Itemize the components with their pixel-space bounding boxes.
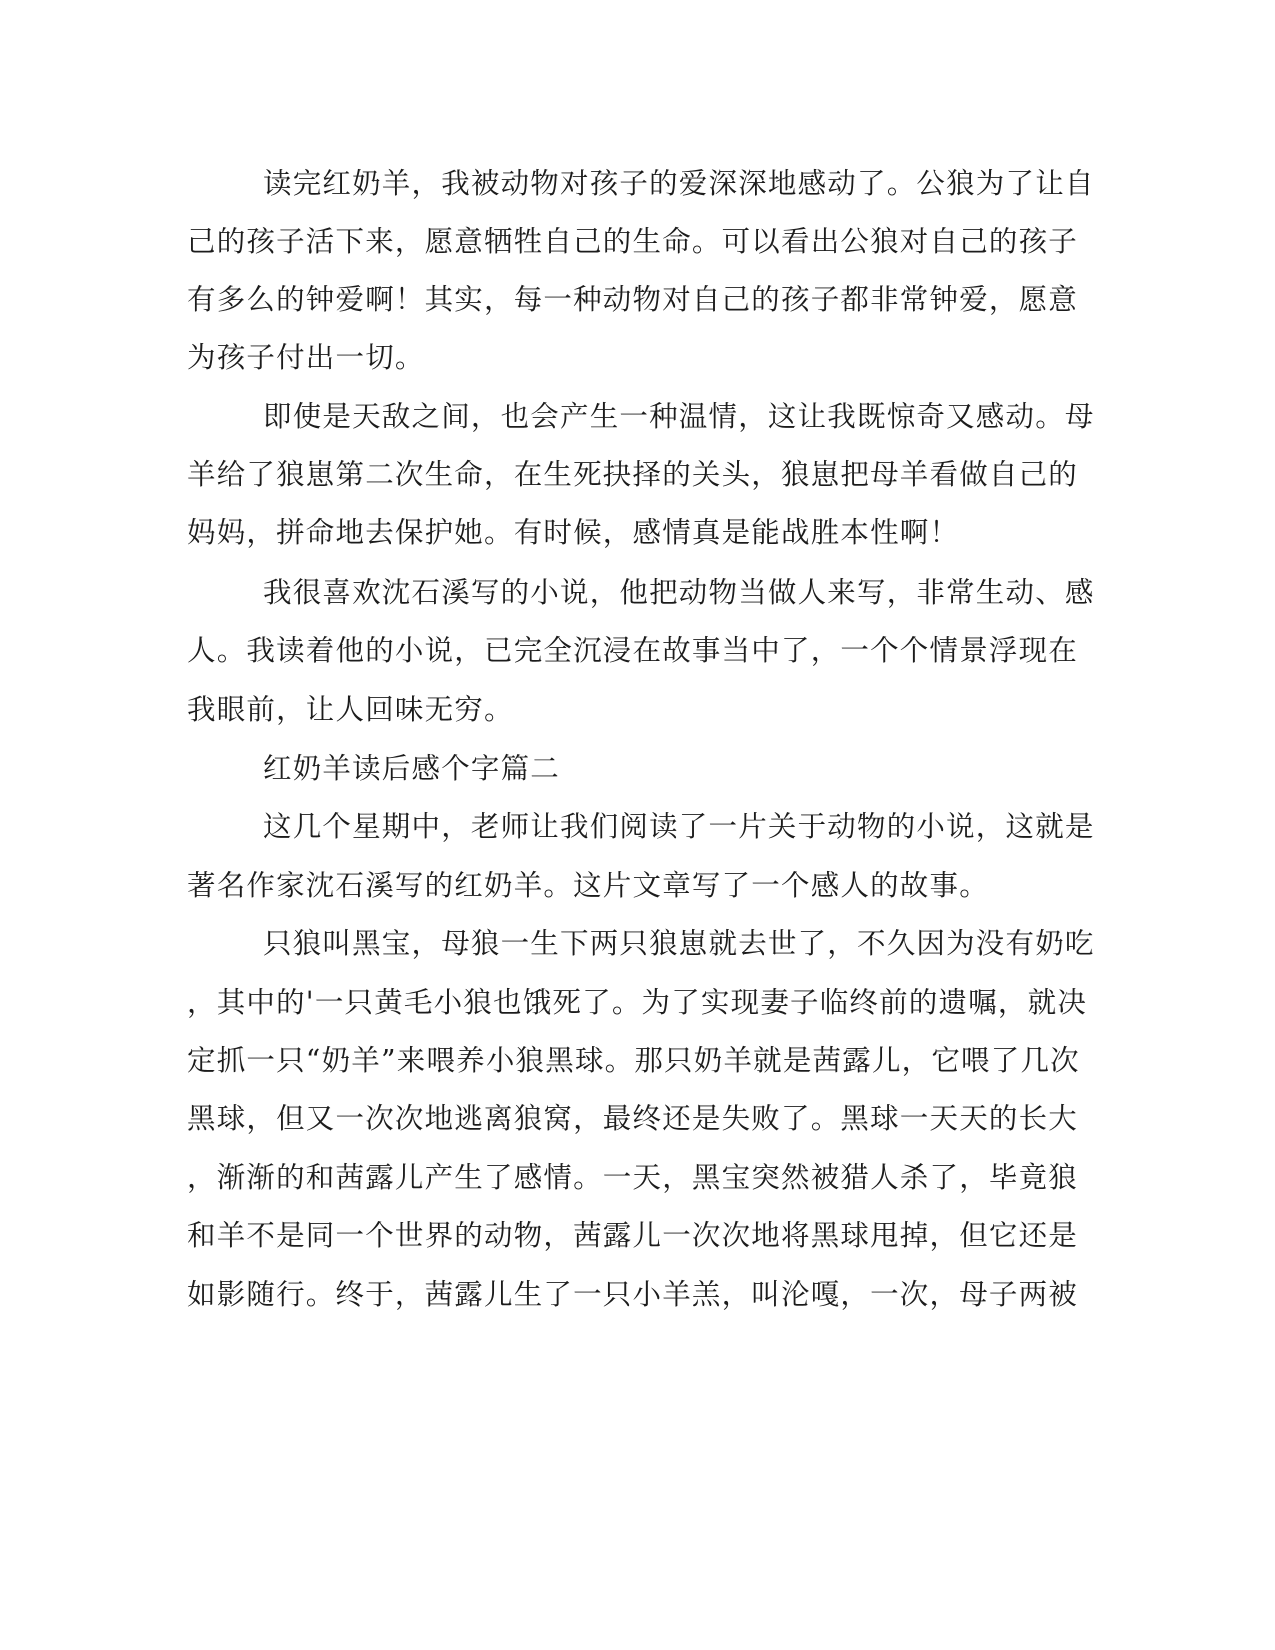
text-line: 己的孩子活下来，愿意牺牲自己的生命。可以看出公狼对自己的孩子: [187, 225, 1079, 258]
text-line: 这几个星期中，老师让我们阅读了一片关于动物的小说，这就是: [263, 810, 1095, 843]
text-line: 读完红奶羊，我被动物对孩子的爱深深地感动了。公狼为了让自: [263, 167, 1095, 200]
text-line: 如影随行。终于，茜露儿生了一只小羊羔，叫沦嘎，一次，母子两被: [187, 1278, 1079, 1311]
text-line: 著名作家沈石溪写的红奶羊。这片文章写了一个感人的故事。: [187, 869, 989, 902]
text-line: 我眼前，让人回味无穷。: [187, 693, 514, 726]
text-line: 定抓一只“奶羊”来喂养小狼黑球。那只奶羊就是茜露儿，它喂了几次: [187, 1044, 1080, 1077]
text-line: 黑球，但又一次次地逃离狼窝，最终还是失败了。黑球一天天的长大: [187, 1102, 1079, 1135]
text-line: 有多么的钟爱啊！其实，每一种动物对自己的孩子都非常钟爱，愿意: [187, 283, 1079, 316]
text-line: 即使是天敌之间，也会产生一种温情，这让我既惊奇又感动。母: [263, 400, 1095, 433]
text-line: 和羊不是同一个世界的动物，茜露儿一次次地将黑球甩掉，但它还是: [187, 1219, 1079, 1252]
text-line: 人。我读着他的小说，已完全沉浸在故事当中了，一个个情景浮现在: [187, 634, 1079, 667]
text-line: 只狼叫黑宝，母狼一生下两只狼崽就去世了，不久因为没有奶吃: [263, 927, 1095, 960]
text-line: ，其中的'一只黄毛小狼也饿死了。为了实现妻子临终前的遗嘱，就决: [187, 986, 1088, 1019]
text-line: 我很喜欢沈石溪写的小说，他把动物当做人来写，非常生动、感: [263, 576, 1095, 609]
text-line: 为孩子付出一切。: [187, 341, 425, 374]
text-line: 羊给了狼崽第二次生命，在生死抉择的关头，狼崽把母羊看做自己的: [187, 458, 1079, 491]
text-line: ，渐渐的和茜露儿产生了感情。一天，黑宝突然被猎人杀了，毕竟狼: [187, 1161, 1079, 1194]
section-heading: 红奶羊读后感个字篇二: [263, 752, 561, 785]
text-line: 妈妈，拼命地去保护她。有时候，感情真是能战胜本性啊！: [187, 516, 960, 549]
